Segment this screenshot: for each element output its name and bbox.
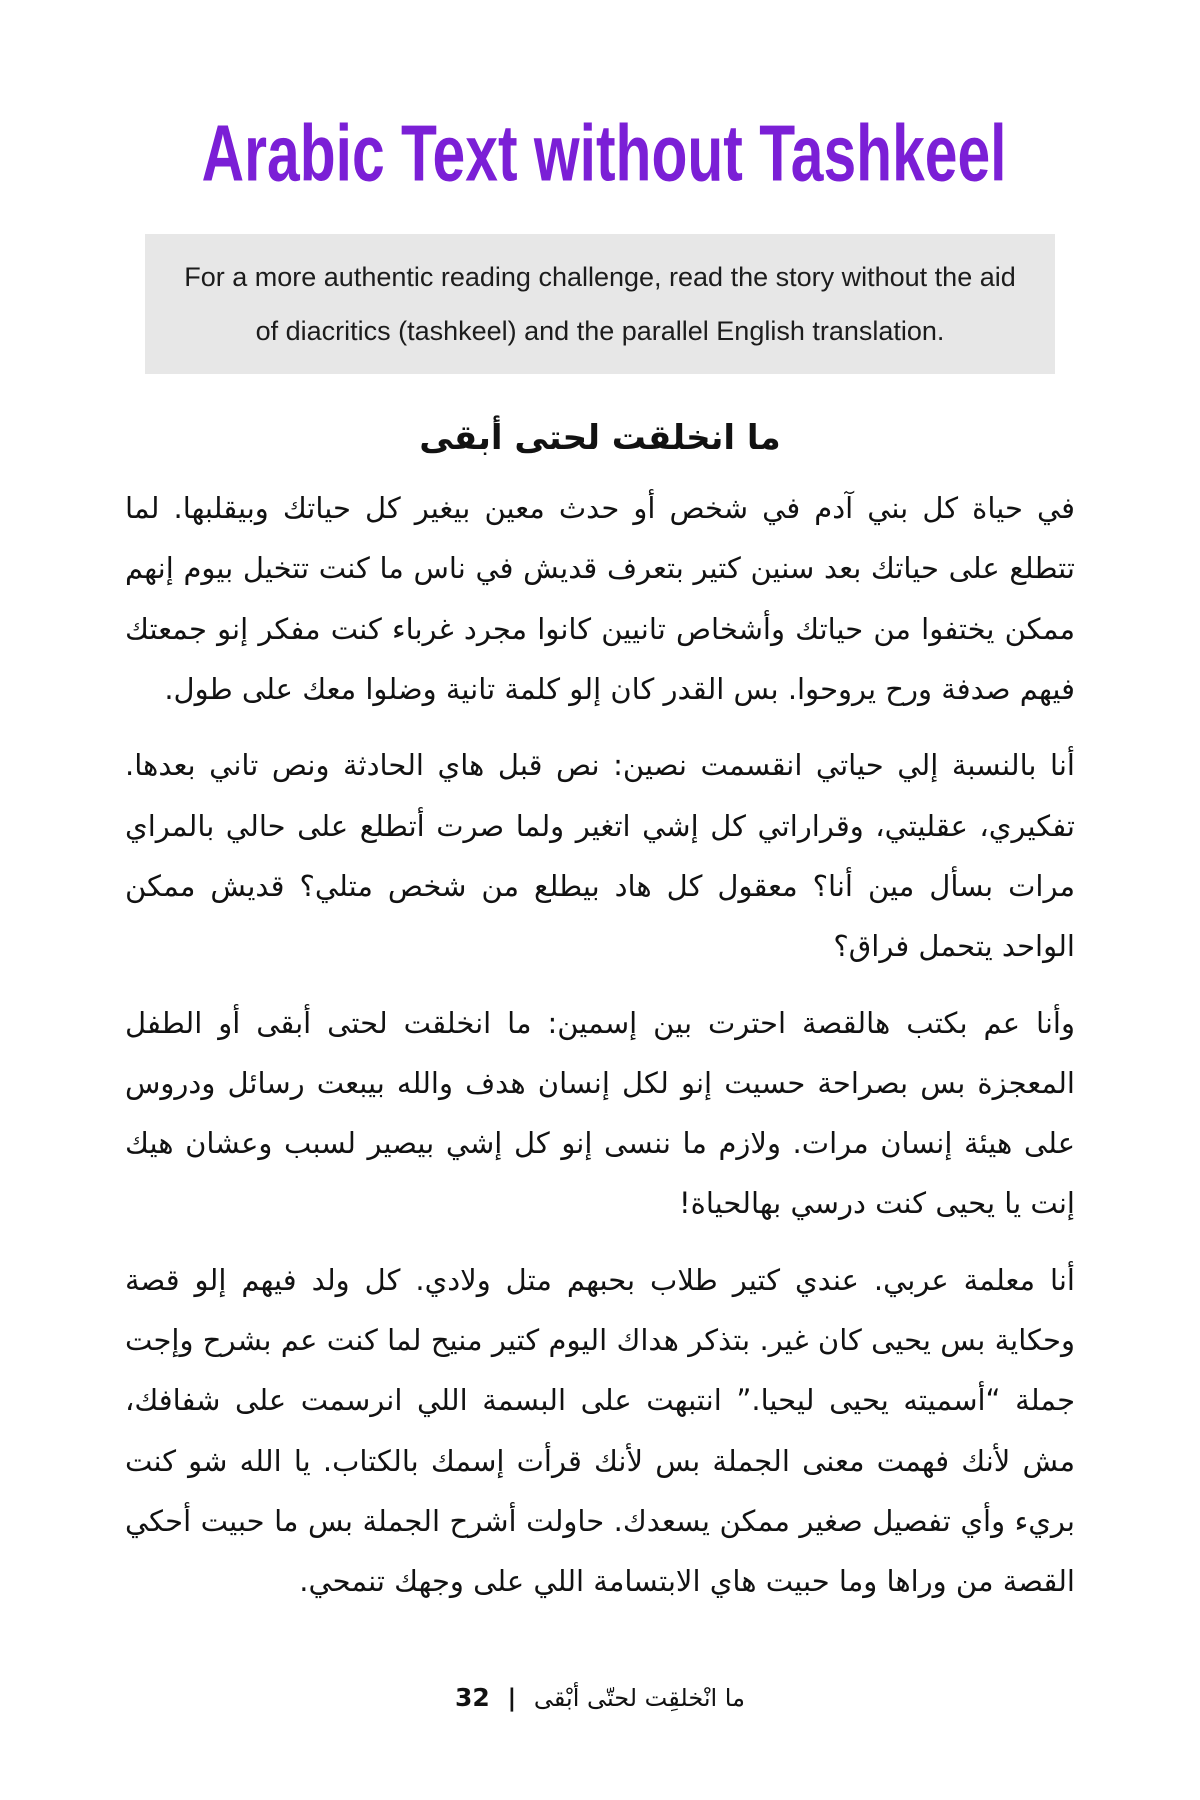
story-paragraph: في حياة كل بني آدم في شخص أو حدث معين بيغير كل حياتك وبيقلبها. لما تتطلع على حياتك بعد سنين كتير بتعرف قديش في ناس ما كنت تتخيل بيوم إنهم ممكن يختفوا من حياتك وأشخاص تانيين كانوا مجرد غرباء كنت مفكر إنو جمعتك فيهم صدفة ورح يروحوا. بس القدر كان إلو كلمة تانية وضلوا معك على طول. <box>125 491 1075 706</box>
story-paragraph: أنا معلمة عربي. عندي كتير طلاب بحبهم متل ولادي. كل ولد فيهم إلو قصة وحكاية بس يحيى كان غير. بتذكر هداك اليوم كتير منيح لما كنت عم بشرح وإجت جملة “أسميته يحيى ليحيا.” انتبهت على البسمة اللي انرسمت على شفافك، مش لأنك فهمت معنى الجملة بس لأنك قرأت إسمك بالكتاب. يا الله شو كنت بريء وأي تفصيل صغير ممكن يسعدك. حاولت أشرح الجملة بس ما حبيت أحكي القصة من وراها وما حبيت هاي الابتسامة اللي على وجهك تنمحي. <box>125 1262 1075 1599</box>
story-paragraph: وأنا عم بكتب هالقصة احترت بين إسمين: ما انخلقت لحتى أبقى أو الطفل المعجزة بس بصراحة حسيت إنو لكل إنسان هدف والله بيبعت رسائل ودروس على هيئة إنسان مرات. ولازم ما ننسى إنو كل إشي بيصير لسبب وعشان هيك إنت يا يحيى كنت درسي بهالحياة! <box>125 1005 1075 1221</box>
story-heading: ما انخلقت لحتى أبقى <box>419 418 781 458</box>
footer-separator: | <box>507 1684 517 1712</box>
story-paragraph: أنا بالنسبة إلي حياتي انقسمت نصين: نص قبل هاي الحادثة ونص تاني بعدها. تفكيري، عقليتي، وقراراتي كل إشي اتغير ولما صرت أتطلع على حالي بالمراي مرات بسأل مين أنا؟ معقول كل هاد بيطلع من شخص متلي؟ قديش ممكن الواحد يتحمل فراق؟ <box>125 748 1075 964</box>
subtitle-note: For a more authentic reading challenge, read the story without the aid of diacritics (tashkeel) and the parallel English translation. <box>145 234 1055 374</box>
page-title <box>125 108 1075 198</box>
story-paragraphs <box>125 478 1075 1612</box>
footer-page-number: 32 <box>455 1683 490 1712</box>
page-footer <box>125 1683 1075 1712</box>
page-title-text: Arabic Text without Tashkeel <box>201 108 1007 198</box>
story-section <box>125 388 1075 1628</box>
footer-book-title: ما انخلقت لحتى أبقى <box>533 1684 745 1712</box>
